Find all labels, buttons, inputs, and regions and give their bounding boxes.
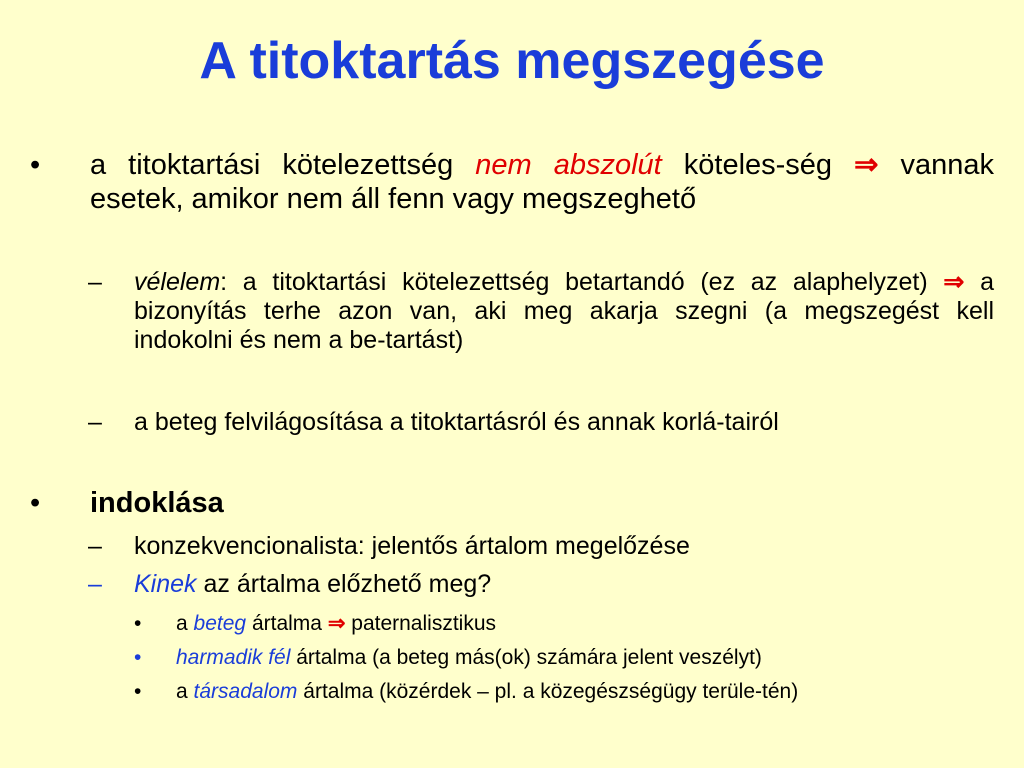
sub-item-consequentialist: konzekvencionalista: jelentős ártalom megelőzése [134,532,690,560]
implies-arrow-icon: ⇒ [943,268,965,296]
subsub-item-third-party-harm [176,644,994,671]
bullet-justification: indoklása [90,487,224,519]
bullet-text: köteles-ség [683,149,833,181]
implies-arrow-icon: ⇒ [327,612,346,635]
bullet-marker: • [30,149,41,181]
emphasis-presumption: vélelem [134,268,221,296]
emphasis-patient: beteg [193,612,247,635]
bullet-marker: • [30,487,41,519]
subsub-item-society-harm [176,678,994,705]
subsub-item-text: ártalma [251,612,322,635]
sub-item-text: : a titoktartási kötelezettség betartandó (ez az alaphelyzet) [220,268,928,296]
emphasis-not-absolute: nem abszolút [475,149,662,181]
emphasis-whom: Kinek [134,570,197,598]
dash-marker: – [88,570,102,598]
subsub-item-text: paternalisztikus [351,612,496,635]
bullet-text: vannak esetek, amikor nem áll fenn vagy megszeghető [90,149,994,215]
slide-title: A titoktartás megszegése [199,32,825,90]
sub-item-text: az ártalma előzhető meg? [203,570,492,598]
bullet-text: a titoktartási kötelezettség [90,149,454,181]
sub-item-whose-harm [134,570,994,599]
subsub-item-text: ártalma (közérdek – pl. a közegészségügy terüle-tén) [303,680,799,703]
dash-marker: – [88,268,102,296]
dash-marker: – [88,532,102,560]
subsub-item-text: ártalma (a beteg más(ok) számára jelent veszélyt) [296,646,762,669]
sub-item-patient-information: a beteg felvilágosítása a titoktartásról és annak korlá-tairól [134,408,779,436]
subsub-item-text: a [176,680,188,703]
sub-item-presumption [134,268,994,355]
emphasis-society: társadalom [193,680,298,703]
bullet-marker: • [134,646,142,669]
bullet-confidentiality-not-absolute [90,148,994,216]
emphasis-third-party: harmadik fél [176,646,291,669]
subsub-item-patient-harm [176,610,994,637]
implies-arrow-icon: ⇒ [854,149,879,181]
bullet-marker: • [134,680,142,703]
dash-marker: – [88,408,102,436]
sub-item-text: a bizonyítás terhe azon van, aki meg akarja szegni (a megszegést kell indokolni és nem a be-tartást) [134,268,994,354]
bullet-marker: • [134,612,142,635]
subsub-item-text: a [176,612,188,635]
